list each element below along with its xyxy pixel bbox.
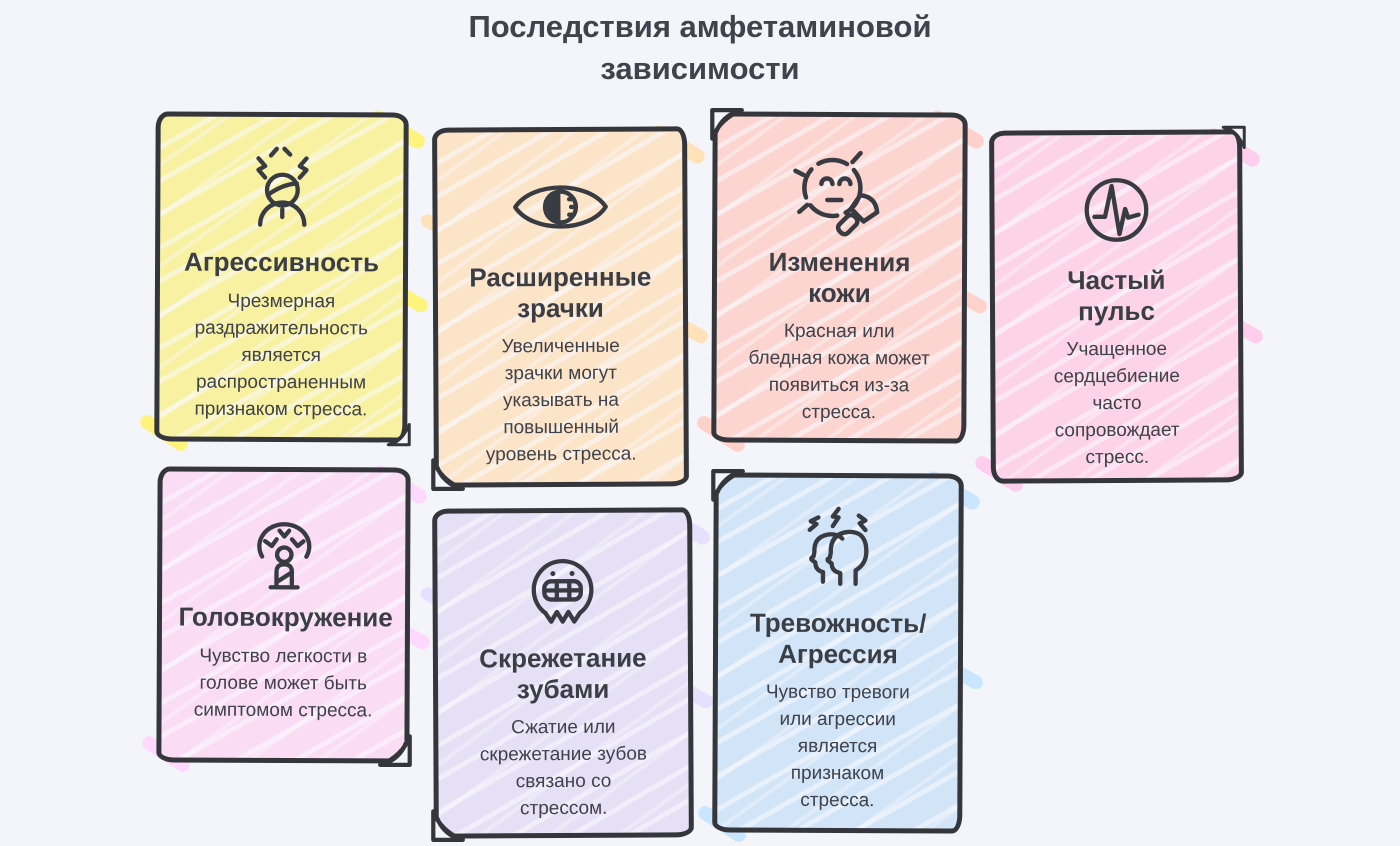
card-body: Чувство тревоги или агрессии является признаком стресса. bbox=[765, 682, 910, 812]
anxiety-heads-icon bbox=[790, 502, 886, 604]
page-curl-icon bbox=[707, 107, 745, 145]
card-body: Сжатие или скрежетание зубов связано со стрессом. bbox=[479, 717, 648, 820]
sticky-note bbox=[432, 126, 689, 487]
card-aggressiveness bbox=[155, 112, 408, 442]
sticky-note bbox=[712, 472, 964, 833]
card-dizziness bbox=[157, 467, 410, 763]
page-curl-icon bbox=[708, 468, 746, 506]
teeth-grinding-icon bbox=[514, 537, 611, 640]
card-skin-changes bbox=[712, 112, 967, 443]
card-dilated-pupils bbox=[433, 127, 688, 487]
card-title: Агрессивность bbox=[184, 246, 380, 278]
card-body: Чрезмерная раздражительность является распространенным признаком стресса. bbox=[194, 290, 368, 420]
card-teeth-grinding bbox=[433, 508, 693, 838]
card-title: Изменения кожи bbox=[768, 246, 911, 308]
card-body: Учащенное сердцебиение часто сопровождает стресс. bbox=[1053, 339, 1180, 469]
card-body: Чувство легкости в голове может быть симптомом стресса. bbox=[193, 645, 373, 721]
sticky-note bbox=[154, 111, 408, 442]
page-curl-icon bbox=[386, 420, 413, 447]
card-title: Скрежетание зубами bbox=[479, 642, 647, 704]
pulse-icon bbox=[1068, 159, 1165, 262]
page-curl-icon bbox=[377, 730, 415, 768]
dizziness-icon bbox=[236, 496, 332, 598]
page-title: Последствия амфетаминовой зависимости bbox=[468, 9, 932, 86]
card-body: Увеличенные зрачки могут указывать на повышенный уровень стресса. bbox=[485, 336, 637, 466]
sticky-note bbox=[711, 111, 967, 443]
page-curl-icon bbox=[428, 805, 466, 843]
sticky-note bbox=[432, 507, 694, 838]
sticky-note bbox=[989, 129, 1244, 483]
card-body: Красная или бледная кожа может появиться из-за стресса. bbox=[748, 321, 930, 424]
card-title: Головокружение bbox=[178, 601, 393, 633]
dilated-pupil-eye-icon bbox=[507, 156, 614, 259]
page-curl-icon bbox=[428, 454, 466, 492]
card-title: Частый пульс bbox=[1067, 264, 1166, 326]
skin-face-brush-icon bbox=[790, 141, 890, 243]
card-fast-pulse bbox=[990, 130, 1243, 483]
card-anxiety-aggression bbox=[713, 473, 963, 833]
card-title: Расширенные зрачки bbox=[469, 261, 652, 323]
sticky-note bbox=[156, 466, 410, 763]
page-curl-icon bbox=[1221, 125, 1248, 152]
card-title: Тревожность/Агрессия bbox=[749, 607, 927, 669]
angry-person-icon bbox=[234, 141, 330, 243]
